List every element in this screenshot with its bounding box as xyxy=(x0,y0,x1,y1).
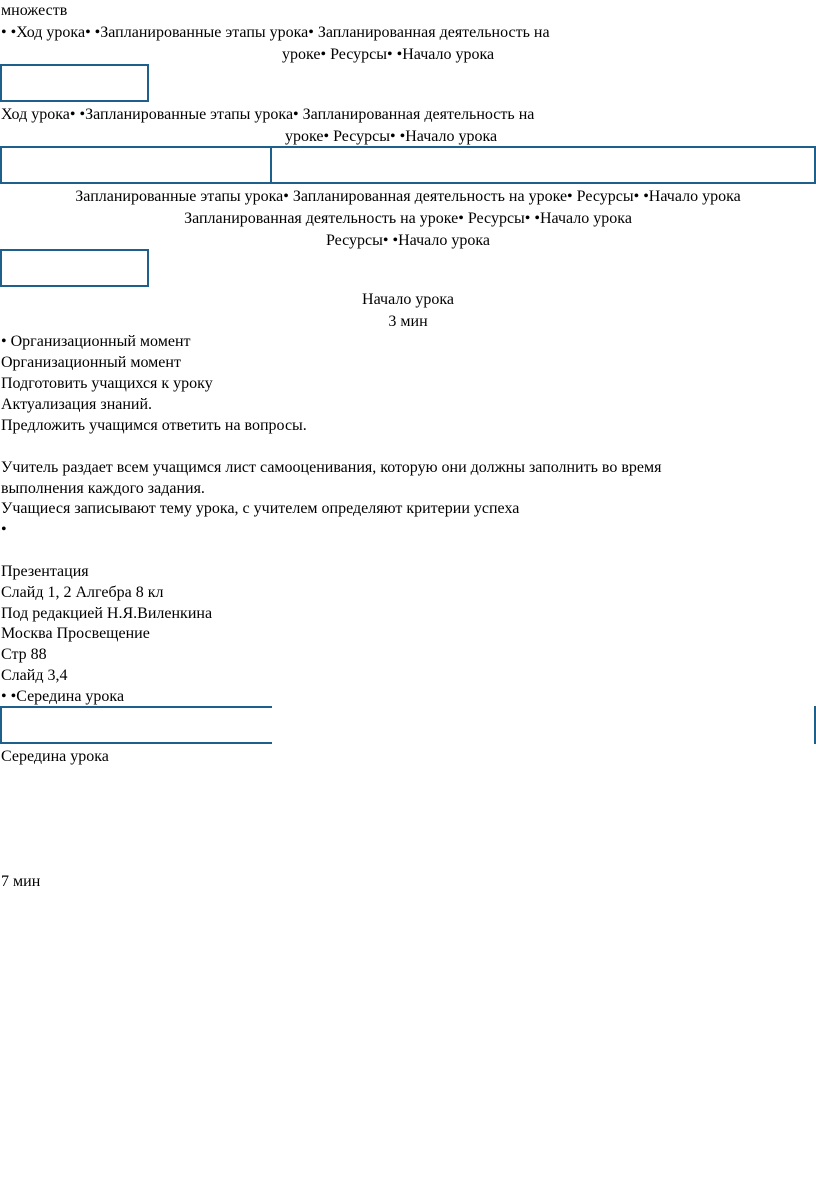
text-line: Москва Просвещение xyxy=(1,625,150,642)
text-line: • Организационный момент xyxy=(1,333,191,350)
text-line: множеств xyxy=(1,2,68,19)
text-line: Запланированная деятельность на уроке• Ресурсы• •Начало урока xyxy=(184,210,632,227)
text-line: Под редакцией Н.Я.Виленкина xyxy=(1,605,213,622)
text-line: Стр 88 xyxy=(1,646,47,663)
text-line: Организационный момент xyxy=(1,354,181,371)
text-line: Слайд 3,4 xyxy=(1,667,68,684)
text-line: Подготовить учащихся к уроку xyxy=(1,375,213,392)
text-line: выполнения каждого задания. xyxy=(1,480,205,497)
table-divider xyxy=(0,706,2,744)
table-frame xyxy=(0,249,149,287)
text-line: Предложить учащимся ответить на вопросы. xyxy=(1,417,307,434)
text-line: Слайд 1, 2 Алгебра 8 кл xyxy=(1,584,164,601)
table-divider xyxy=(270,146,272,184)
text-line: Актуализация знаний. xyxy=(1,396,153,413)
text-line: уроке• Ресурсы• •Начало урока xyxy=(285,128,498,145)
table-rule xyxy=(0,742,272,744)
text-line: • •Ход урока• •Запланированные этапы урока• Запланированная деятельность на xyxy=(1,24,550,41)
text-line: Презентация xyxy=(1,563,89,580)
text-line: уроке• Ресурсы• •Начало урока xyxy=(282,46,495,63)
section-title: Середина урока xyxy=(1,748,109,765)
table-frame xyxy=(0,146,816,184)
duration: 3 мин xyxy=(388,313,428,330)
duration: 7 мин xyxy=(1,873,41,890)
text-line: Учитель раздает всем учащимся лист самооценивания, которую они должны заполнить во время xyxy=(1,459,662,476)
section-title: Начало урока xyxy=(362,291,454,308)
text-line: Ход урока• •Запланированные этапы урока• Запланированная деятельность на xyxy=(1,106,535,123)
table-rule xyxy=(0,706,272,708)
text-line: Запланированные этапы урока• Запланированная деятельность на уроке• Ресурсы• •Начало урока xyxy=(75,188,741,205)
text-line: Учащиеся записывают тему урока, с учителем определяют критерии успеха xyxy=(1,500,520,517)
text-line: • •Середина урока xyxy=(1,688,125,705)
text-line: Ресурсы• •Начало урока xyxy=(325,232,491,249)
table-frame xyxy=(0,64,149,102)
bullet: • xyxy=(1,521,7,538)
